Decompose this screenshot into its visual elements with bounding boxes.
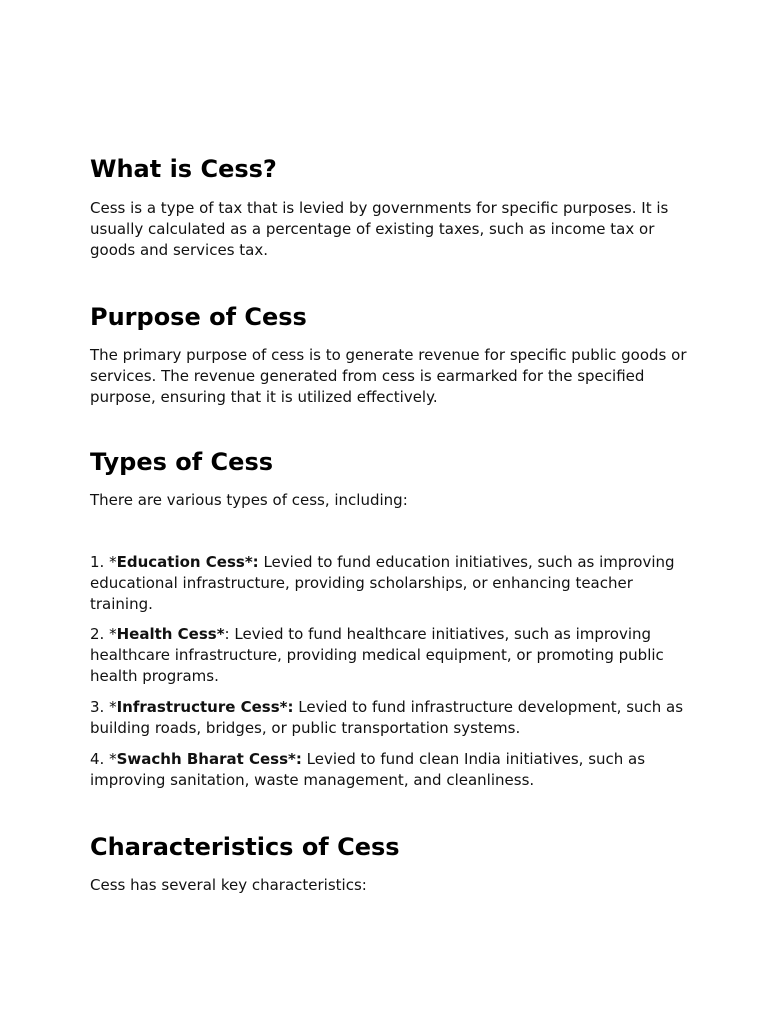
section-characteristics-of-cess	[90, 832, 690, 896]
list-item-education-cess	[90, 552, 690, 615]
section-heading: Types of Cess	[90, 448, 274, 476]
list-item-term: Swachh Bharat Cess*:	[116, 750, 302, 768]
list-item-prefix: 4. *	[90, 750, 117, 768]
section-body: Cess is a type of tax that is levied by governments for specific purposes. It is usually calculated as a percentage of existing taxes, such as income tax or goods and services tax.	[90, 199, 669, 259]
section-heading: What is Cess?	[90, 155, 277, 183]
list-item-term: Infrastructure Cess*:	[116, 698, 294, 716]
list-item-swachh-bharat-cess	[90, 749, 690, 791]
list-item-prefix: 1. *	[90, 553, 117, 571]
list-item-description: Levied to fund infrastructure development, such as building roads, bridges, or public transportation systems.	[90, 698, 684, 737]
section-heading: Characteristics of Cess	[90, 833, 400, 861]
list-item-health-cess	[90, 624, 690, 687]
list-item-description: : Levied to fund healthcare initiatives, such as improving healthcare infrastructure, providing medical equipment, or promoting public health programs.	[90, 625, 664, 685]
section-body: The primary purpose of cess is to generate revenue for specific public goods or services. The revenue generated from cess is earmarked for the specified purpose, ensuring that it is utilized effectively.	[90, 346, 687, 406]
section-heading: Purpose of Cess	[90, 303, 307, 331]
list-item-term: Education Cess*:	[116, 553, 259, 571]
section-body: There are various types of cess, including:	[90, 491, 408, 509]
list-item-term: Health Cess*	[116, 625, 225, 643]
section-purpose-of-cess	[90, 302, 690, 408]
section-types-of-cess	[90, 447, 690, 511]
list-item-prefix: 2. *	[90, 625, 117, 643]
list-item-description: Levied to fund education initiatives, such as improving educational infrastructure, providing scholarships, or enhancing teacher training.	[90, 553, 675, 613]
section-body: Cess has several key characteristics:	[90, 876, 367, 894]
section-what-is-cess	[90, 154, 690, 261]
list-item-description: Levied to fund clean India initiatives, such as improving sanitation, waste management, and cleanliness.	[90, 750, 646, 789]
list-item-prefix: 3. *	[90, 698, 117, 716]
list-item-infrastructure-cess	[90, 697, 690, 739]
